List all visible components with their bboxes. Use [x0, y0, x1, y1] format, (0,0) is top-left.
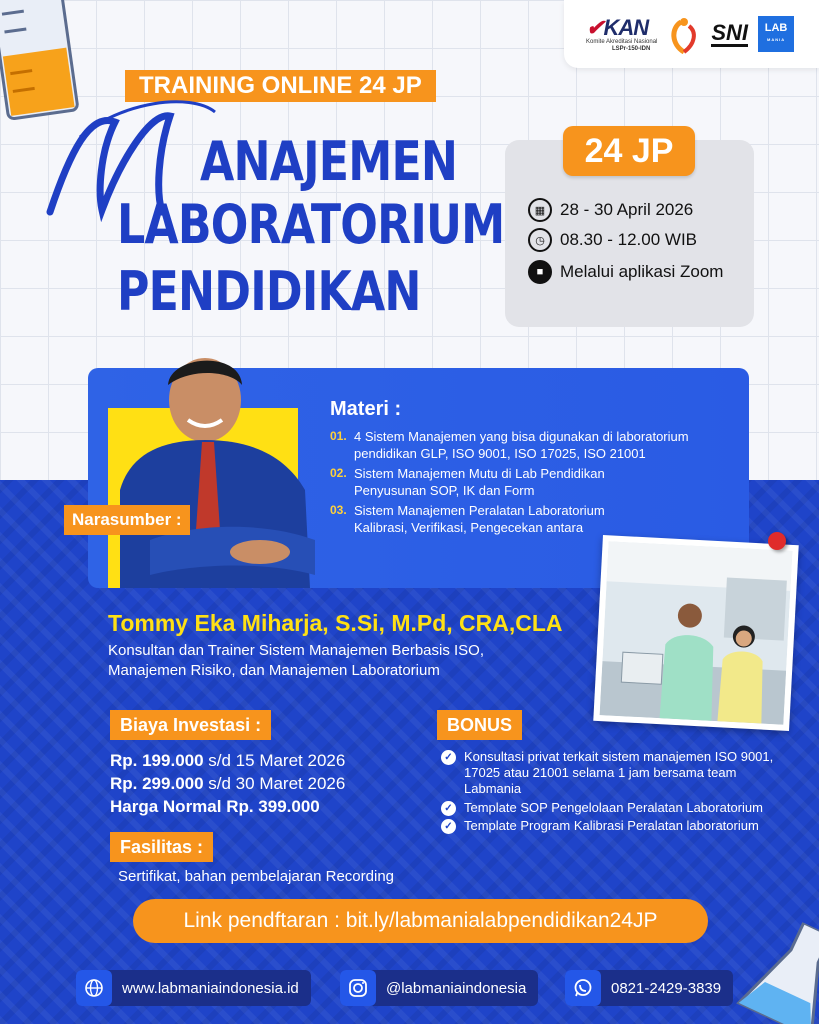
- whatsapp-icon: [565, 970, 601, 1006]
- fasilitas-tag: Fasilitas :: [110, 832, 213, 862]
- time-row: [528, 228, 697, 252]
- registration-link[interactable]: [133, 899, 708, 943]
- materi-item: [330, 502, 605, 536]
- clock-icon: ◷: [528, 228, 552, 252]
- kan-logo-text: ✔KAN: [586, 14, 649, 40]
- check-icon: ✓: [441, 819, 456, 834]
- biaya-tag: Biaya Investasi :: [110, 710, 271, 740]
- training-tag: TRAINING ONLINE 24 JP: [125, 70, 436, 102]
- bonus-item: [441, 818, 801, 834]
- labmania-logo-text: LAB: [764, 22, 788, 34]
- materi-number: 03.: [330, 503, 347, 517]
- speaker-desc-line: Konsultan dan Trainer Sistem Manajemen Berbasis ISO,: [108, 642, 485, 659]
- globe-icon: [76, 970, 112, 1006]
- materi-line: pendidikan GLP, ISO 9001, ISO 17025, ISO 21001: [354, 446, 646, 461]
- narasumber-tag: Narasumber :: [64, 505, 190, 535]
- video-camera-icon: ■: [528, 260, 552, 284]
- speaker-description: [108, 641, 548, 681]
- bonus-text: Template SOP Pengelolaan Peralatan Laboratorium: [464, 800, 763, 815]
- instagram-contact[interactable]: [340, 970, 538, 1006]
- check-icon: ✓: [441, 750, 456, 765]
- swirl-logo-icon: [667, 14, 701, 54]
- bonus-item: [441, 749, 801, 797]
- kan-logo-code: LSPr-150-IDN: [612, 45, 651, 52]
- partner-logos: [564, 0, 819, 68]
- check-icon: ✓: [441, 801, 456, 816]
- materi-item: [330, 465, 605, 499]
- registration-link-label: Link pendftaran :: [183, 909, 346, 932]
- time-text: 08.30 - 12.00 WIB: [560, 230, 698, 249]
- kan-logo-subtitle: Komite Akreditasi Nasional: [586, 38, 658, 45]
- bonus-text: Konsultasi privat terkait sistem manajemen ISO 9001, 17025 atau 21001 selama 1 jam bersama team Labmania: [464, 749, 774, 796]
- materi-line: Sistem Manajemen Peralatan Laboratorium: [354, 503, 605, 518]
- bonus-item: [441, 800, 801, 816]
- whatsapp-text: 0821-2429-3839: [611, 979, 722, 997]
- speaker-name: Tommy Eka Miharja, S.Si, M.Pd, CRA,CLA: [108, 610, 563, 636]
- materi-item: [330, 428, 689, 462]
- date-text: 28 - 30 April 2026: [560, 200, 694, 219]
- instagram-text: @labmaniaindonesia: [386, 979, 527, 997]
- materi-line: Kalibrasi, Verifikasi, Pengecekan antara: [354, 520, 584, 535]
- fasilitas-text: Sertifikat, bahan pembelajaran Recording: [118, 868, 394, 885]
- kan-logo: [586, 14, 658, 52]
- lab-photo-illustration: [600, 541, 793, 724]
- whatsapp-contact[interactable]: [565, 970, 733, 1006]
- sni-logo: SNI: [711, 19, 749, 45]
- speaker-desc-line: Manajemen Risiko, dan Manajemen Laboratorium: [108, 662, 440, 679]
- pushpin-icon: [768, 532, 786, 550]
- website-text: www.labmaniaindonesia.id: [122, 979, 299, 997]
- materi-number: 01.: [330, 429, 347, 443]
- price-amount: Rp. 299.000: [110, 774, 204, 793]
- price-amount: Rp. 199.000: [110, 751, 204, 770]
- price-normal: Harga Normal Rp. 399.000: [110, 797, 320, 816]
- lab-photo: [593, 535, 798, 731]
- materi-line: Sistem Manajemen Mutu di Lab Pendidikan: [354, 466, 605, 481]
- registration-link-url[interactable]: bit.ly/labmanialabpendidikan24JP: [345, 909, 658, 932]
- price-regular: [110, 774, 345, 794]
- materi-number: 02.: [330, 466, 347, 480]
- speaker-photo: [110, 340, 320, 588]
- calendar-icon: ▦: [528, 198, 552, 222]
- jp-badge: 24 JP: [563, 126, 695, 176]
- price-early: [110, 751, 345, 771]
- instagram-icon: [340, 970, 376, 1006]
- title-line-2: LABORATORIUM: [117, 193, 505, 256]
- price-note: s/d 30 Maret 2026: [203, 774, 346, 793]
- platform-row: [528, 260, 723, 284]
- website-contact[interactable]: [76, 970, 311, 1006]
- materi-line: 4 Sistem Manajemen yang bisa digunakan di laboratorium: [354, 429, 689, 444]
- bonus-text: Template Program Kalibrasi Peralatan laboratorium: [464, 818, 759, 833]
- materi-line: Penyusunan SOP, IK dan Form: [354, 483, 535, 498]
- labmania-logo-small: MANIA: [767, 37, 786, 42]
- platform-text: Melalui aplikasi Zoom: [560, 262, 724, 281]
- title-line-3: PENDIDIKAN: [117, 260, 421, 323]
- labmania-logo: [758, 16, 794, 52]
- bonus-tag: BONUS: [437, 710, 522, 740]
- date-row: [528, 198, 693, 222]
- materi-title: Materi :: [330, 398, 402, 420]
- price-note: s/d 15 Maret 2026: [203, 751, 346, 770]
- title-line-1: ANAJEMEN: [200, 130, 458, 193]
